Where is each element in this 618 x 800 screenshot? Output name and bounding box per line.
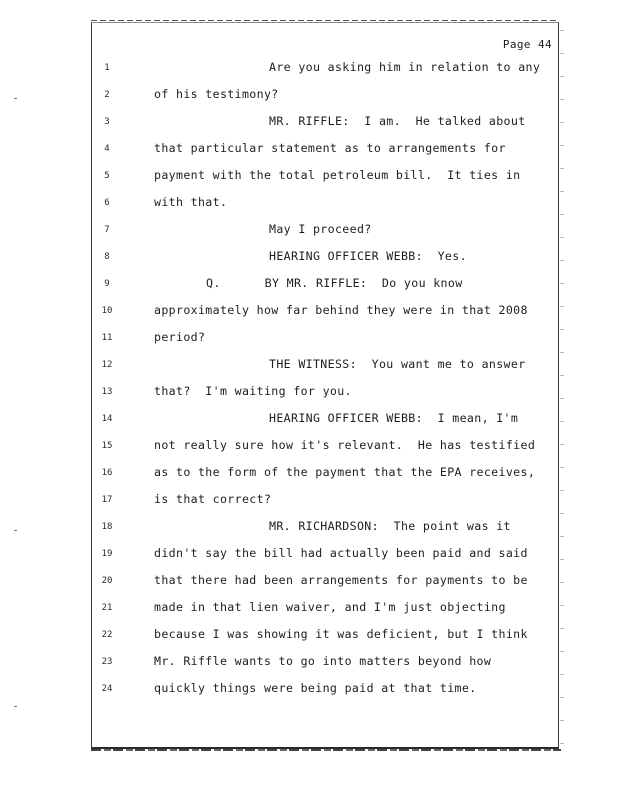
line-text: that particular statement as to arrangements for — [154, 141, 506, 155]
line-text: as to the form of the payment that the EPA receives, — [154, 465, 536, 479]
page-number: Page 44 — [502, 38, 552, 51]
line-text: Q. BY MR. RIFFLE: Do you know — [206, 276, 463, 290]
line-number: 8 — [104, 252, 110, 262]
line-number: 1 — [104, 63, 110, 73]
transcript-line — [0, 329, 618, 349]
line-number: 17 — [101, 495, 113, 505]
line-number: 7 — [104, 225, 110, 235]
transcript-line — [0, 86, 618, 106]
line-number: 24 — [101, 684, 113, 694]
line-text: because I was showing it was deficient, but I think — [154, 627, 528, 641]
transcript-line — [0, 491, 618, 511]
line-number: 5 — [104, 171, 110, 181]
line-text: payment with the total petroleum bill. It ties in — [154, 168, 521, 182]
bottom-rule — [91, 749, 561, 751]
line-number: 23 — [101, 657, 113, 667]
transcript-line — [0, 626, 618, 646]
line-number: 12 — [101, 360, 113, 370]
line-number: 13 — [101, 387, 113, 397]
transcript-line — [0, 599, 618, 619]
line-text: period? — [154, 330, 206, 344]
line-text: didn't say the bill had actually been paid and said — [154, 546, 528, 560]
transcript-line — [0, 680, 618, 700]
transcript-line — [0, 383, 618, 403]
line-number: 9 — [104, 279, 110, 289]
transcript-line — [0, 140, 618, 160]
line-text: not really sure how it's relevant. He has testified — [154, 438, 536, 452]
transcript-line — [0, 302, 618, 322]
transcript-line — [0, 221, 618, 241]
line-text: Are you asking him in relation to any — [269, 60, 541, 74]
line-number: 2 — [104, 90, 110, 100]
transcript-line — [0, 518, 618, 538]
top-rule — [91, 20, 559, 21]
line-text: Mr. Riffle wants to go into matters beyond how — [154, 654, 492, 668]
line-text: made in that lien waiver, and I'm just objecting — [154, 600, 506, 614]
line-number: 6 — [104, 198, 110, 208]
line-number: 10 — [101, 306, 113, 316]
line-text: that? I'm waiting for you. — [154, 384, 352, 398]
transcript-line — [0, 464, 618, 484]
line-number: 15 — [101, 441, 113, 451]
line-number: 18 — [101, 522, 113, 532]
line-number: 16 — [101, 468, 113, 478]
transcript-line — [0, 545, 618, 565]
line-text: is that correct? — [154, 492, 272, 506]
line-number: 22 — [101, 630, 113, 640]
line-text: MR. RIFFLE: I am. He talked about — [269, 114, 526, 128]
line-text: with that. — [154, 195, 228, 209]
line-number: 14 — [101, 414, 113, 424]
line-number: 11 — [101, 333, 113, 343]
line-text: THE WITNESS: You want me to answer — [269, 357, 526, 371]
line-text: May I proceed? — [269, 222, 372, 236]
transcript-line — [0, 113, 618, 133]
transcript-line — [0, 437, 618, 457]
line-number: 19 — [101, 549, 113, 559]
line-text: of his testimony? — [154, 87, 279, 101]
line-text: approximately how far behind they were in that 2008 — [154, 303, 528, 317]
line-text: quickly things were being paid at that time. — [154, 681, 477, 695]
transcript-line — [0, 248, 618, 268]
line-number: 3 — [104, 117, 110, 127]
transcript-line — [0, 167, 618, 187]
transcript-line — [0, 410, 618, 430]
transcript-line — [0, 59, 618, 79]
margin-mark — [14, 706, 17, 707]
transcript-line — [0, 653, 618, 673]
line-text: that there had been arrangements for payments to be — [154, 573, 528, 587]
line-number: 21 — [101, 603, 113, 613]
transcript-line — [0, 572, 618, 592]
transcript-line — [0, 275, 618, 295]
line-number: 4 — [104, 144, 110, 154]
line-number: 20 — [101, 576, 113, 586]
transcript-line — [0, 194, 618, 214]
line-text: MR. RICHARDSON: The point was it — [269, 519, 511, 533]
transcript-line — [0, 356, 618, 376]
line-text: HEARING OFFICER WEBB: Yes. — [269, 249, 467, 263]
line-text: HEARING OFFICER WEBB: I mean, I'm — [269, 411, 519, 425]
